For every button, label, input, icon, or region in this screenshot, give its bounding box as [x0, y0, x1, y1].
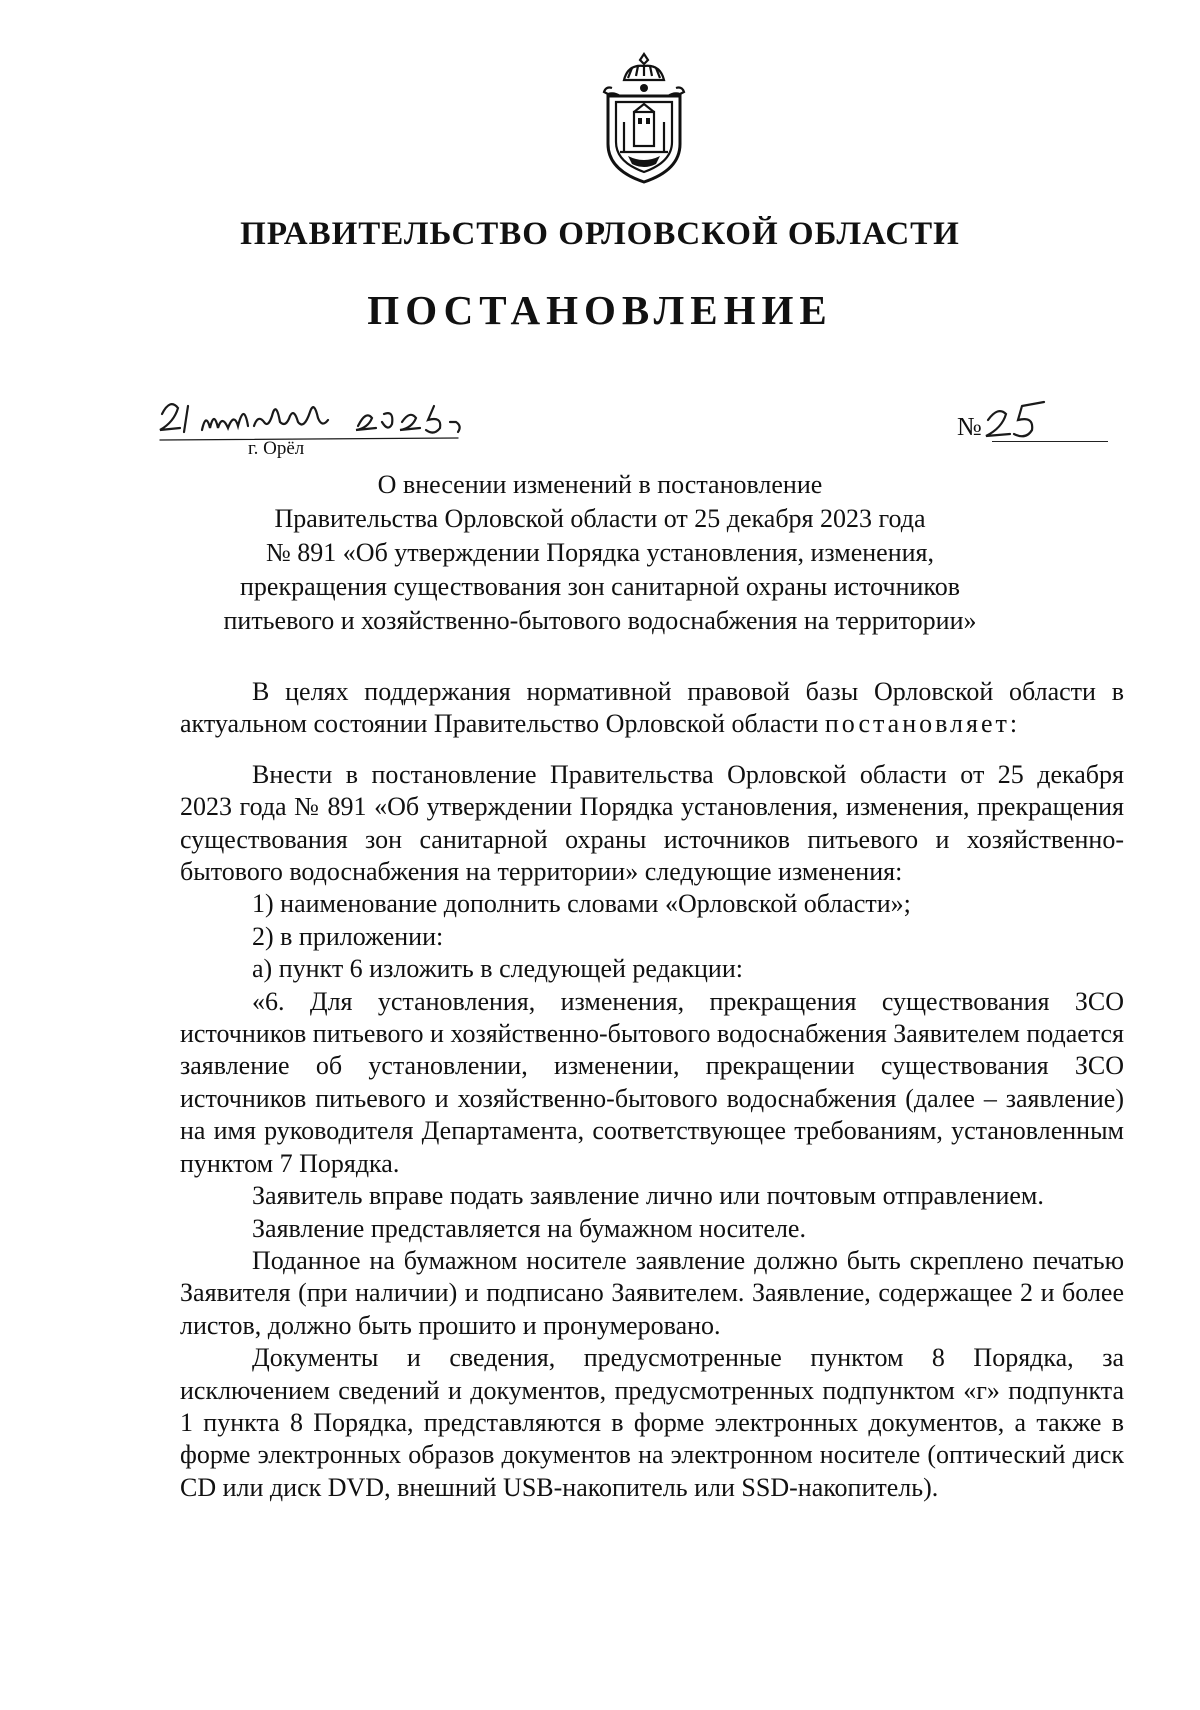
government-name: ПРАВИТЕЛЬСТВО ОРЛОВСКОЙ ОБЛАСТИ [240, 216, 960, 252]
subject-line: питьевого и хозяйственно-бытового водоснабжения на территории» [223, 606, 977, 635]
handwritten-date-signature [158, 392, 504, 448]
body-paragraph: Поданное на бумажном носителе заявление должно быть скреплено печатью Заявителя (при наличии) и подписано Заявителем. Заявление, содержащее 2 и более листов, должно быть прошито и пронумеровано. [180, 1245, 1124, 1340]
body-paragraph: «6. Для установления, изменения, прекращения существования ЗСО источников питьевого и хозяйственно-бытового водоснабжения Заявителем подается заявление об установлении, изменении, прекращении существования ЗСО источников питьевого и хозяйственно-бытового водоснабжения (далее – заявление) на имя руководителя Департамента, соответствующее требованиям, установленным пунктом 7 Порядка. [180, 986, 1124, 1178]
number-underline [992, 441, 1108, 442]
city-label: г. Орёл [248, 438, 305, 459]
document-subject [0, 468, 1200, 638]
subject-line: № 891 «Об утверждении Порядка установления, изменения, [265, 538, 934, 567]
body-paragraph: Документы и сведения, предусмотренные пунктом 8 Порядка, за исключением сведений и документов, предусмотренных подпунктом «г» подпункта 1 пункта 8 Порядка, представляются в форме электронных документов, а также в форме электронных образов документов на электронном носителе (оптический диск CD или диск DVD, внешний USB-накопитель или SSD-накопитель). [180, 1343, 1124, 1502]
subject-line: Правительства Орловской области от 25 декабря 2023 года [274, 504, 926, 533]
subject-line: прекращения существования зон санитарной охраны источников [239, 572, 960, 601]
list-item: 2) в приложении: [252, 921, 444, 951]
list-item: 1) наименование дополнить словами «Орловской области»; [252, 889, 911, 919]
subject-line: О внесении изменений в постановление [377, 470, 823, 499]
body-paragraph: Заявитель вправе подать заявление лично или почтовым отправлением. [252, 1181, 1044, 1211]
body-paragraph: Заявление представляется на бумажном носителе. [252, 1213, 806, 1243]
preamble-paragraph [180, 676, 1124, 741]
preamble-text: В целях поддержания нормативной правовой базы Орловской области в актуальном состоянии Правительство Орловской области [180, 677, 1124, 739]
number-label: № [957, 412, 982, 441]
document-type-title: ПОСТАНОВЛЕНИЕ [367, 287, 833, 333]
decree-keyword: постановляет: [824, 709, 1021, 739]
document-body [180, 676, 1124, 1504]
list-item: а) пункт 6 изложить в следующей редакции: [252, 954, 743, 984]
body-paragraph: Внести в постановление Правительства Орловской области от 25 декабря 2023 года № 891 «Об утверждении Порядка установления, изменения, прекращения существования зон санитарной охраны источников питьевого и хозяйственно-бытового водоснабжения на территории» следующие изменения: [180, 759, 1124, 887]
handwritten-number-signature [982, 398, 1052, 444]
coat-of-arms-icon [594, 52, 694, 186]
